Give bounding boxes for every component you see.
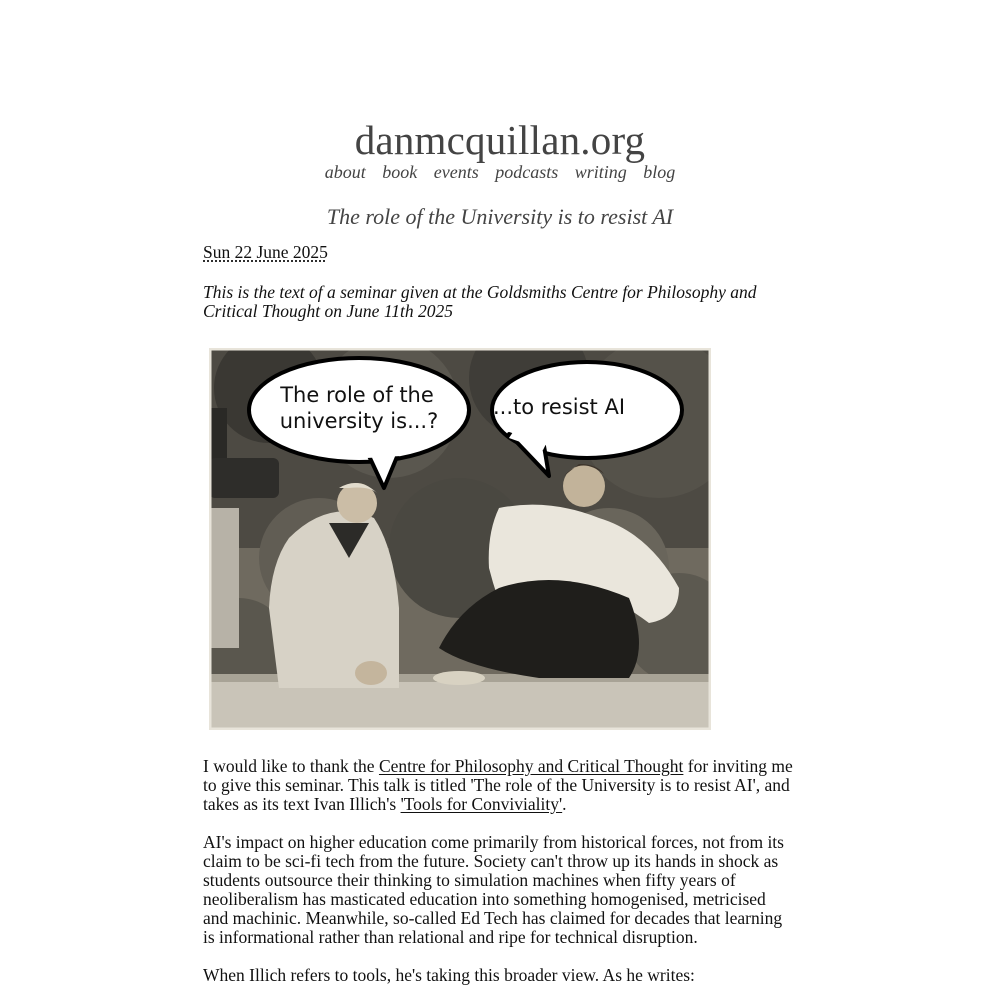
bubble-right-text: ...to resist AI xyxy=(492,395,626,419)
post-image xyxy=(209,348,711,730)
post-intro: This is the text of a seminar given at the Goldsmiths Centre for Philosophy and Critical Thought on June 11th 2025 xyxy=(203,282,757,321)
post-content xyxy=(203,243,795,985)
nav-item-events[interactable]: events xyxy=(433,162,479,182)
p1-text-end: . xyxy=(562,794,567,814)
link-tools-for-conviviality[interactable]: 'Tools for Conviviality' xyxy=(400,794,563,814)
link-centre-philosophy[interactable]: Centre for Philosophy and Critical Thought xyxy=(378,756,684,776)
post-date: Sun 22 June 2025 xyxy=(203,242,328,262)
paragraph-2: AI's impact on higher education come primarily from historical forces, not from its claim to be sci-fi tech from the future. Society can't throw up its hands in shock as students outsource their thinking to simulation machines when fifty years of neoliberalism has masticated education into something homogenised, metricised and machinic. Meanwhile, so-called Ed Tech has claimed for decades that learning is informational rather than relational and ripe for technical disruption. xyxy=(203,832,784,947)
nav-item-blog[interactable]: blog xyxy=(643,162,676,182)
nav-item-podcasts[interactable]: podcasts xyxy=(495,162,559,182)
bubble-left-line2: university is...? xyxy=(279,409,439,433)
photo-illustration xyxy=(209,348,711,730)
paragraph-3: When Illich refers to tools, he's taking this broader view. As he writes: xyxy=(203,965,695,985)
paragraph-1 xyxy=(203,757,795,814)
post-body xyxy=(203,757,795,985)
bubble-left-line1: The role of the xyxy=(280,383,434,407)
site-title-link[interactable]: danmcquillan.org xyxy=(354,117,646,163)
nav-item-writing[interactable]: writing xyxy=(574,162,627,182)
p1-text-start: I would like to thank the xyxy=(203,756,379,776)
nav-item-book[interactable]: book xyxy=(382,162,418,182)
p1-text-middle: for inviting me to give this seminar. This talk is titled 'The role of the University is to resist AI', and takes as its text Ivan Illich's xyxy=(203,756,793,814)
main-nav xyxy=(0,162,1000,182)
site-header xyxy=(0,118,1000,182)
nav-item-about[interactable]: about xyxy=(324,162,366,182)
post-title: The role of the University is to resist AI xyxy=(326,204,674,229)
